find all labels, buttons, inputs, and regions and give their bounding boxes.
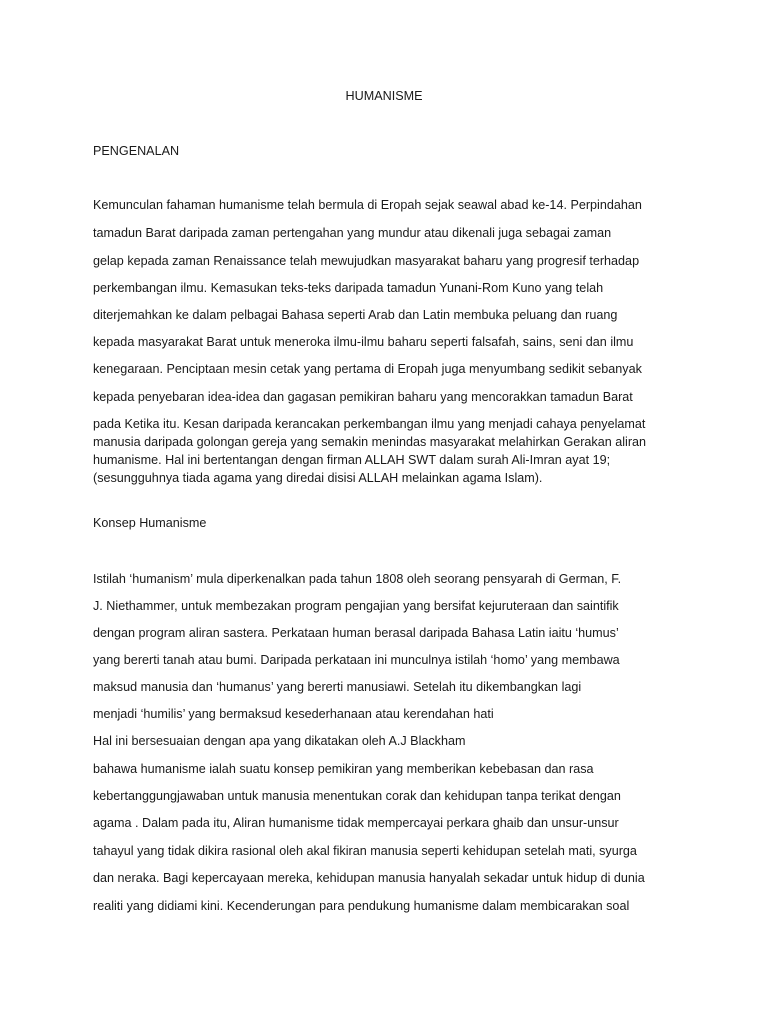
paragraph-line: dengan program aliran sastera. Perkataan human berasal daripada Bahasa Latin iaitu ‘humus’ [93, 626, 619, 640]
paragraph-line: realiti yang didiami kini. Kecenderungan para pendukung humanisme dalam membicarakan soal [93, 899, 630, 913]
paragraph-line: kepada masyarakat Barat untuk meneroka ilmu-ilmu baharu seperti falsafah, sains, seni dan ilmu [93, 335, 634, 349]
paragraph-line: Kemunculan fahaman humanisme telah bermula di Eropah sejak seawal abad ke-14. Perpindahan [93, 198, 642, 212]
paragraph-line: tamadun Barat daripada zaman pertengahan yang mundur atau dikenali juga sebagai zaman [93, 226, 612, 240]
paragraph-line: yang bererti tanah atau bumi. Daripada perkataan ini munculnya istilah ‘homo’ yang membawa [93, 653, 620, 667]
paragraph-line: perkembangan ilmu. Kemasukan teks-teks daripada tamadun Yunani-Rom Kuno yang telah [93, 281, 604, 295]
paragraph-line: maksud manusia dan ‘humanus’ yang bererti manusiawi. Setelah itu dikembangkan lagi [93, 680, 582, 694]
paragraph-line: menjadi ‘humilis’ yang bermaksud kesederhanaan atau kerendahan hati [93, 707, 494, 721]
paragraph-line: gelap kepada zaman Renaissance telah mewujudkan masyarakat baharu yang progresif terhadap [93, 254, 640, 268]
paragraph-line: pada Ketika itu. Kesan daripada kerancakan perkembangan ilmu yang menjadi cahaya penyelamat [93, 417, 646, 431]
paragraph-line: agama . Dalam pada itu, Aliran humanisme tidak mempercayai perkara ghaib dan unsur-unsur [93, 816, 619, 830]
document-title: HUMANISME [345, 89, 423, 103]
paragraph-line: bahawa humanisme ialah suatu konsep pemikiran yang memberikan kebebasan dan rasa [93, 762, 594, 776]
paragraph-line: (sesungguhnya tiada agama yang diredai disisi ALLAH melainkan agama Islam). [93, 471, 543, 485]
section-heading-pengenalan: PENGENALAN [93, 144, 180, 158]
paragraph-line: Hal ini bersesuaian dengan apa yang dikatakan oleh A.J Blackham [93, 734, 466, 748]
paragraph-line: J. Niethammer, untuk membezakan program pengajian yang bersifat kejuruteraan dan saintifik [93, 599, 619, 613]
paragraph-line: humanisme. Hal ini bertentangan dengan firman ALLAH SWT dalam surah Ali-Imran ayat 19; [93, 453, 611, 467]
paragraph-line: kebertanggungjawaban untuk manusia menentukan corak dan kehidupan tanpa terikat dengan [93, 789, 621, 803]
paragraph-line: manusia daripada golongan gereja yang semakin menindas masyarakat melahirkan Gerakan aliran [93, 435, 647, 449]
section-heading-konsep-humanisme: Konsep Humanisme [93, 516, 207, 530]
paragraph-line: diterjemahkan ke dalam pelbagai Bahasa seperti Arab dan Latin membuka peluang dan ruang [93, 308, 618, 322]
paragraph-line: dan neraka. Bagi kepercayaan mereka, kehidupan manusia hanyalah sekadar untuk hidup di dunia [93, 871, 645, 885]
paragraph-line: kenegaraan. Penciptaan mesin cetak yang pertama di Eropah juga menyumbang sedikit sebanyak [93, 362, 642, 376]
paragraph-line: Istilah ‘humanism’ mula diperkenalkan pada tahun 1808 oleh seorang pensyarah di German, F. [93, 572, 622, 586]
paragraph-line: kepada penyebaran idea-idea dan gagasan pemikiran baharu yang mencorakkan tamadun Barat [93, 390, 633, 404]
paragraph-line: tahayul yang tidak dikira rasional oleh akal fikiran manusia seperti kehidupan setelah mati, syurga [93, 844, 637, 858]
